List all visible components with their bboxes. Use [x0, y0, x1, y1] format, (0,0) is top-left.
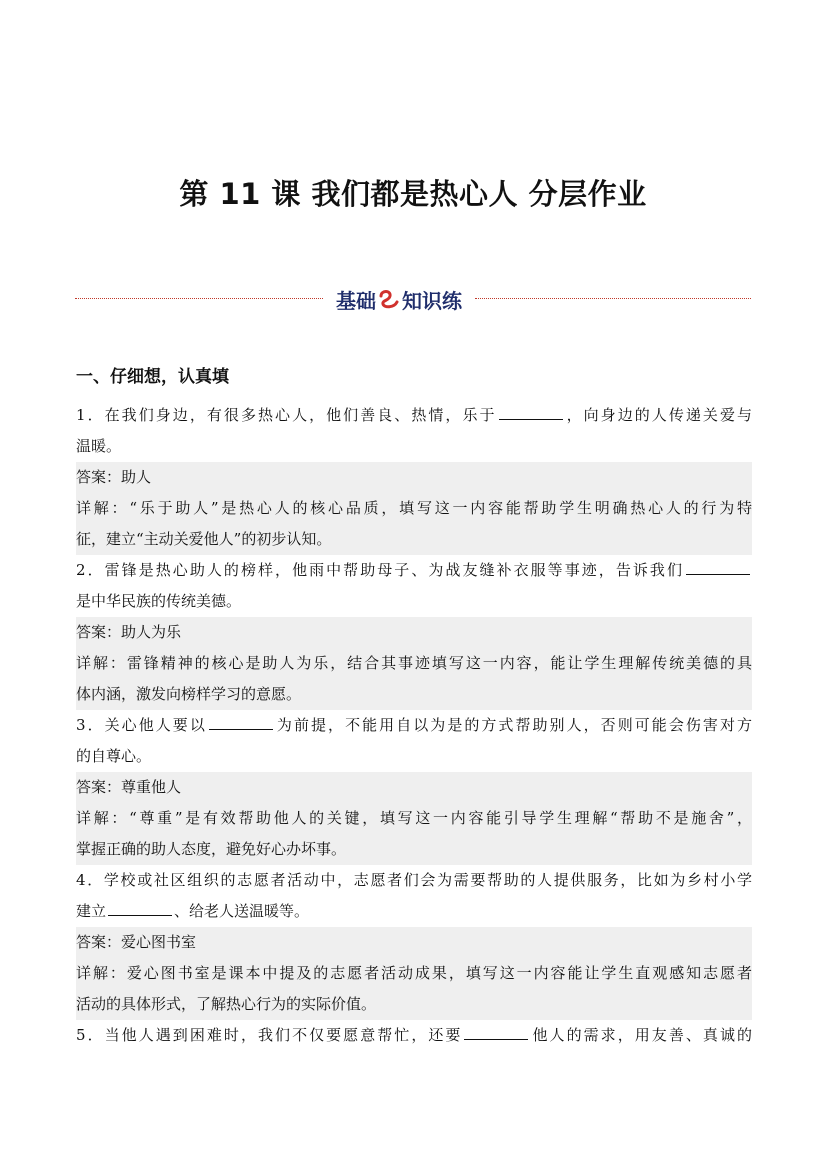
question-text: 他人的需求，用友善、真诚的: [530, 1026, 752, 1044]
question-1-line-2: 温暖。: [76, 437, 122, 455]
swirl-icon: [377, 287, 401, 311]
question-text: 、给老人送温暖等。: [174, 902, 310, 920]
question-text: 2．雷锋是热心助人的榜样，他雨中帮助母子、为战友缝补衣服等事迹，告诉我们: [76, 561, 684, 579]
banner-rule-right: [475, 298, 751, 299]
fill-blank: [108, 897, 172, 916]
answer-4: 答案：爱心图书室: [76, 927, 752, 958]
fill-blank: [464, 1021, 528, 1040]
question-3-line-2: 的自尊心。: [76, 747, 152, 765]
banner-left-text: 基础: [336, 288, 376, 313]
question-2-line-1: [76, 555, 752, 586]
question-text: 建立: [76, 902, 107, 920]
question-1-line-1: [76, 400, 752, 431]
section-banner: [75, 284, 751, 314]
question-5-line-1: [76, 1020, 752, 1051]
section-heading: 一、仔细想，认真填: [76, 367, 229, 387]
explanation-3-line-1: 详解：“尊重”是有效帮助他人的关键，填写这一内容能引导学生理解“帮助不是施舍”，: [76, 803, 752, 834]
question-text: 5．当他人遇到困难时，我们不仅要愿意帮忙，还要: [76, 1026, 463, 1044]
answer-3: 答案：尊重他人: [76, 772, 752, 803]
explanation-1-line-2: 征，建立“主动关爱他人”的初步认知。: [76, 524, 752, 555]
question-text: 为前提，不能用自以为是的方式帮助别人，否则可能会伤害对方: [274, 716, 752, 734]
fill-blank: [209, 711, 273, 730]
question-text: ，向身边的人传递关爱与: [564, 406, 752, 424]
question-4-line-1: 4．学校或社区组织的志愿者活动中，志愿者们会为需要帮助的人提供服务，比如为乡村小学: [76, 871, 752, 889]
fill-blank: [686, 556, 750, 575]
explanation-3-line-2: 掌握正确的助人态度，避免好心办坏事。: [76, 834, 752, 865]
question-list: [76, 400, 752, 1051]
answer-2: 答案：助人为乐: [76, 617, 752, 648]
answer-1: 答案：助人: [76, 462, 752, 493]
explanation-4-line-1: 详解：爱心图书室是课本中提及的志愿者活动成果，填写这一内容能让学生直观感知志愿者: [76, 958, 752, 989]
question-3-line-1: [76, 710, 752, 741]
banner-rule-left: [75, 298, 323, 299]
question-text: 3．关心他人要以: [76, 716, 207, 734]
page-title: 第 11 课 我们都是热心人 分层作业: [179, 177, 647, 211]
banner-label: [323, 284, 475, 314]
explanation-1-line-1: 详解：“乐于助人”是热心人的核心品质，填写这一内容能帮助学生明确热心人的行为特: [76, 493, 752, 524]
question-text: 1．在我们身边，有很多热心人，他们善良、热情，乐于: [76, 406, 497, 424]
explanation-4-line-2: 活动的具体形式，了解热心行为的实际价值。: [76, 989, 752, 1020]
explanation-2-line-2: 体内涵，激发向榜样学习的意愿。: [76, 679, 752, 710]
question-2-line-2: 是中华民族的传统美德。: [76, 592, 242, 610]
explanation-2-line-1: 详解：雷锋精神的核心是助人为乐，结合其事迹填写这一内容，能让学生理解传统美德的具: [76, 648, 752, 679]
banner-right-text: 知识练: [402, 288, 462, 313]
question-4-line-2: [76, 896, 752, 927]
fill-blank: [499, 401, 563, 420]
